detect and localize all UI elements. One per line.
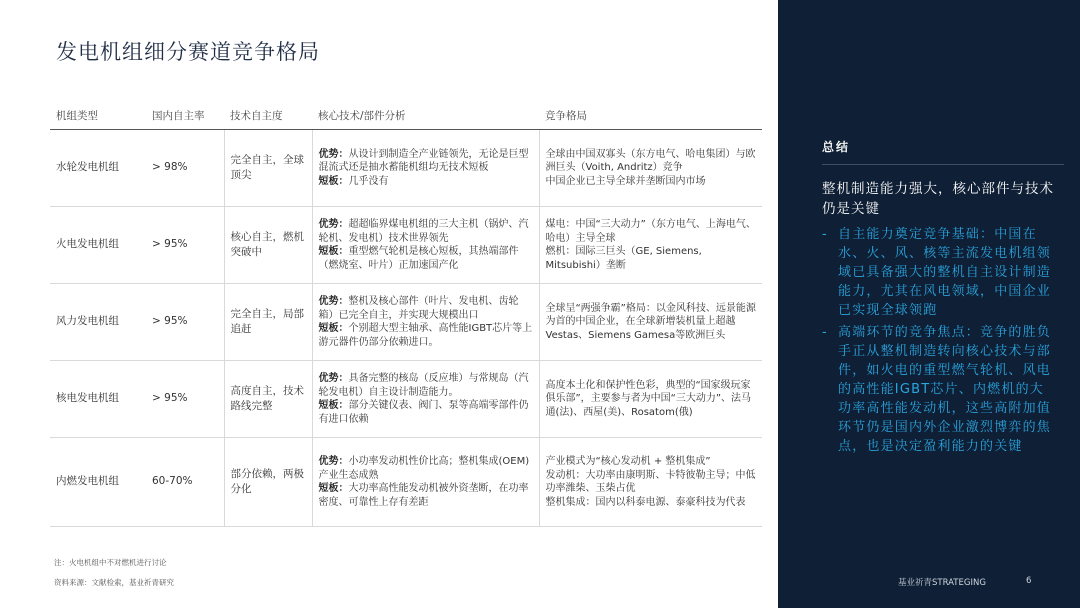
footer-brand: 基业祈青STRATEGING [898,578,986,588]
domestic-rate: > 95% [146,284,224,361]
weakness-text: 部分关键仪表、阀门、泵等高端零部件仍有进口依赖 [318,400,529,425]
summary-bullet [822,323,1056,456]
unit-type: 火电发电机组 [50,207,146,284]
tech-autonomy: 高度自主，技术路线完整 [224,361,312,438]
summary-lead: 整机制造能力强大，核心部件与技术仍是关键 [822,181,1054,217]
advantage-text: 小功率发动机性价比高；整机集成(OEM)产业生态成熟 [318,456,530,481]
summary-panel [778,0,1080,608]
summary-bullets [822,225,1056,459]
weakness-label: 短板： [318,175,349,187]
weakness-label: 短板： [318,323,349,334]
header-competition: 竞争格局 [539,103,762,130]
weakness-label: 短板： [318,246,349,257]
footnote: 注：火电机组中不对燃机进行讨论 [54,558,167,567]
table-row [50,284,762,361]
source-note: 资料来源：文献检索，基业祈青研究 [54,578,174,587]
table-row [50,361,762,438]
core-analysis [312,361,539,438]
bullet-marker: - [822,227,828,242]
competition-table [50,103,762,527]
tech-autonomy: 完全自主，局部追赶 [224,284,312,361]
header-domestic-rate: 国内自主率 [146,103,224,130]
page-number: 6 [1026,576,1032,586]
page-title: 发电机组细分赛道竞争格局 [56,40,320,64]
advantage-text: 具备完整的核岛（反应堆）与常规岛（汽轮发电机）自主设计制造能力。 [318,373,529,398]
competition-text: 全球呈“两强争霸”格局：以金风科技、远景能源为首的中国企业，在全球新增装机量上超越Vestas、Siemens Gamesa等欧洲巨头 [539,284,762,361]
domestic-rate: > 95% [146,207,224,284]
competition-text: 产业模式为“核心发动机 + 整机集成” 发动机：大功率由康明斯、卡特彼勒主导；中低功率潍柴、玉柴占优 整机集成：国内以科泰电源、泰豪科技为代表 [539,438,762,527]
competition-text: 煤电：中国“三大动力”（东方电气、上海电气、哈电）主导全球 燃机：国际三巨头（GE, Siemens, Mitsubishi）垄断 [539,207,762,284]
advantage-label: 优势： [318,373,349,384]
unit-type: 内燃发电机组 [50,438,146,527]
advantage-label: 优势： [318,148,349,160]
tech-autonomy: 完全自主，全球顶尖 [224,130,312,207]
domestic-rate: > 98% [146,130,224,207]
summary-bullet [822,225,1056,320]
header-tech-autonomy: 技术自主度 [224,103,312,130]
weakness-text: 大功率高性能发动机被外资垄断，在功率密度、可靠性上存有差距 [318,483,529,508]
core-analysis [312,284,539,361]
weakness-label: 短板： [318,483,349,494]
advantage-label: 优势： [318,456,349,467]
summary-heading: 总结 [822,140,851,154]
domestic-rate: > 95% [146,361,224,438]
competition-text: 全球由中国双寡头（东方电气、哈电集团）与欧洲巨头（Voith, Andritz）竞争 中国企业已主导全球并垄断国内市场 [539,130,762,207]
bullet-text: 高端环节的竞争焦点：竞争的胜负手正从整机制造转向核心技术与部件，如火电的重型燃气轮机、风电的高性能IGBT芯片、内燃机的大功率高性能发动机，这些高附加值环节仍是国内外企业激烈博弈的焦点，也是决定盈利能力的关键 [838,325,1052,454]
header-unit-type: 机组类型 [50,103,146,130]
table-row [50,130,762,207]
unit-type: 核电发电机组 [50,361,146,438]
bullet-marker: - [822,325,828,340]
summary-divider [822,164,1064,165]
advantage-label: 优势： [318,296,349,307]
table-row [50,438,762,527]
table-row [50,207,762,284]
advantage-label: 优势： [318,219,349,230]
competition-text: 高度本土化和保护性色彩，典型的“国家级玩家俱乐部”，主要参与者为中国“三大动力”、法马通(法)、西屋(美)、Rosatom(俄) [539,361,762,438]
domestic-rate: 60-70% [146,438,224,527]
core-analysis [312,438,539,527]
table-header-row [50,103,762,130]
core-analysis [312,207,539,284]
advantage-text: 从设计到制造全产业链领先，无论是巨型混流式还是抽水蓄能机组均无技术短板 [318,148,529,174]
weakness-text: 个别超大型主轴承、高性能IGBT芯片等上游元器件仍部分依赖进口。 [318,323,533,348]
tech-autonomy: 部分依赖，两极分化 [224,438,312,527]
weakness-text: 重型燃气轮机是核心短板，其热端部件（燃烧室、叶片）正加速国产化 [318,246,519,271]
advantage-text: 超超临界煤电机组的三大主机（锅炉、汽轮机、发电机）技术世界领先 [318,219,529,244]
advantage-text: 整机及核心部件（叶片、发电机、齿轮箱）已完全自主，并实现大规模出口 [318,296,519,321]
bullet-text: 自主能力奠定竞争基础：中国在水、火、风、核等主流发电机组领域已具备强大的整机自主设计制造能力，尤其在风电领域，中国企业已实现全球领跑 [838,227,1052,318]
unit-type: 风力发电机组 [50,284,146,361]
weakness-label: 短板： [318,400,349,411]
weakness-text: 几乎没有 [348,175,389,187]
core-analysis [312,130,539,207]
unit-type: 水轮发电机组 [50,130,146,207]
tech-autonomy: 核心自主，燃机突破中 [224,207,312,284]
header-core-analysis: 核心技术/部件分析 [312,103,539,130]
